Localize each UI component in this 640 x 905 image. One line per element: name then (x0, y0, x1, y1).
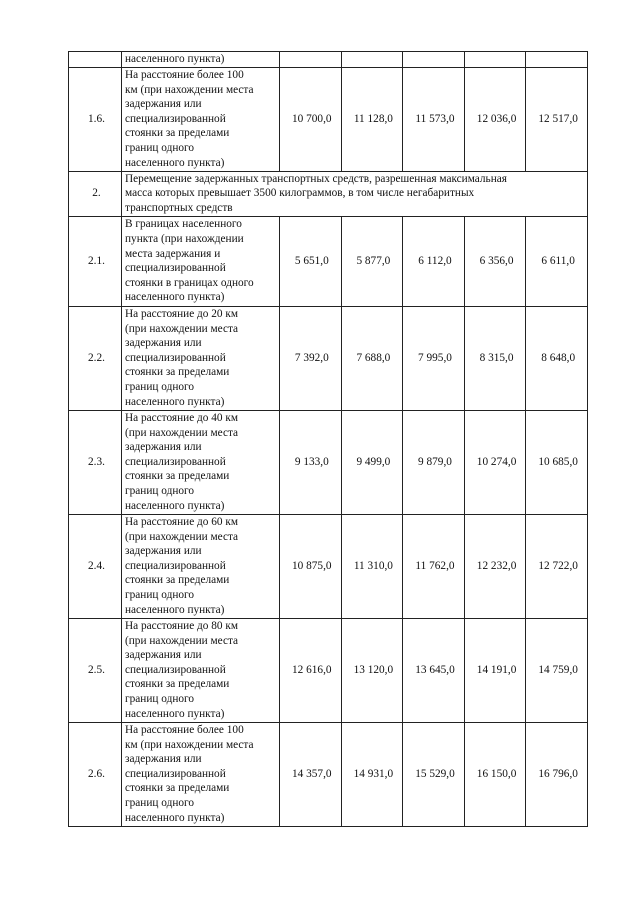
cell-value: 14 931,0 (341, 722, 403, 826)
cell-value: 8 648,0 (526, 306, 588, 410)
desc-line: (при нахождении места (125, 426, 239, 439)
desc-line: населенного пункта) (125, 53, 225, 65)
cell-value: 9 879,0 (403, 410, 465, 514)
section-row (69, 171, 588, 216)
desc-line: пункта (при нахождении (125, 232, 244, 245)
desc-line: места задержания и (125, 247, 221, 260)
desc-line: стоянки в границах одного (125, 276, 254, 289)
desc-line: специализированной (125, 455, 226, 468)
cell-desc (122, 67, 280, 171)
section-line: масса которых превышает 3500 килограммов, в том числе негабаритных (125, 187, 475, 200)
desc-line: населенного пункта) (125, 811, 225, 824)
desc-line: задержания или (125, 753, 202, 766)
cell-value: 15 529,0 (403, 722, 465, 826)
table-row (69, 216, 588, 306)
cell-value: 6 112,0 (403, 216, 465, 306)
cell-value: 14 357,0 (280, 722, 342, 826)
desc-line: населенного пункта) (125, 603, 225, 616)
cell-value: 8 315,0 (464, 306, 526, 410)
desc-line: стоянки за пределами (125, 782, 230, 795)
cell-num: 1.6. (69, 67, 122, 171)
desc-line: стоянки за пределами (125, 366, 230, 379)
cell-num: 2.4. (69, 514, 122, 618)
cell-value: 13 645,0 (403, 618, 465, 722)
desc-line: границ одного (125, 692, 195, 705)
desc-line: границ одного (125, 484, 195, 497)
cell-value: 10 875,0 (280, 514, 342, 618)
table-row (69, 306, 588, 410)
cell-value (464, 52, 526, 68)
section-line: Перемещение задержанных транспортных средств, разрешенная максимальная (125, 172, 507, 185)
cell-desc (122, 306, 280, 410)
desc-line: населенного пункта) (125, 395, 225, 408)
desc-line: (при нахождении места (125, 634, 239, 647)
desc-line: границ одного (125, 141, 195, 154)
cell-value: 10 700,0 (280, 67, 342, 171)
desc-line: км (при нахождении места (125, 738, 254, 751)
cell-value: 16 150,0 (464, 722, 526, 826)
cell-desc (122, 410, 280, 514)
cell-desc (122, 514, 280, 618)
table-row-continued (69, 52, 588, 68)
desc-line: населенного пункта) (125, 499, 225, 512)
cell-value (403, 52, 465, 68)
section-line: транспортных средств (125, 201, 233, 214)
desc-line: границ одного (125, 588, 195, 601)
desc-line: км (при нахождении места (125, 83, 254, 96)
desc-line: населенного пункта) (125, 156, 225, 169)
table-row (69, 67, 588, 171)
cell-value (280, 52, 342, 68)
desc-line: На расстояние до 20 км (125, 308, 239, 321)
table-row (69, 618, 588, 722)
tariff-table (68, 51, 588, 827)
desc-line: задержания или (125, 98, 202, 111)
cell-value: 7 688,0 (341, 306, 403, 410)
desc-line: населенного пункта) (125, 291, 225, 304)
cell-desc (122, 216, 280, 306)
cell-value: 7 995,0 (403, 306, 465, 410)
cell-num: 2.2. (69, 306, 122, 410)
desc-line: стоянки за пределами (125, 574, 230, 587)
cell-num (69, 52, 122, 68)
cell-value: 13 120,0 (341, 618, 403, 722)
cell-value: 14 759,0 (526, 618, 588, 722)
desc-line: специализированной (125, 767, 226, 780)
cell-value: 7 392,0 (280, 306, 342, 410)
cell-value: 9 499,0 (341, 410, 403, 514)
cell-desc (122, 618, 280, 722)
cell-value: 12 232,0 (464, 514, 526, 618)
cell-num: 2.6. (69, 722, 122, 826)
cell-value: 6 356,0 (464, 216, 526, 306)
cell-value: 14 191,0 (464, 618, 526, 722)
cell-value: 11 310,0 (341, 514, 403, 618)
desc-line: (при нахождении места (125, 530, 239, 543)
desc-line: специализированной (125, 559, 226, 572)
cell-value: 10 274,0 (464, 410, 526, 514)
table-row (69, 722, 588, 826)
desc-line: стоянки за пределами (125, 470, 230, 483)
cell-value: 9 133,0 (280, 410, 342, 514)
desc-line: задержания или (125, 545, 202, 558)
cell-num: 2.1. (69, 216, 122, 306)
cell-value: 5 877,0 (341, 216, 403, 306)
cell-value: 6 611,0 (526, 216, 588, 306)
desc-line: специализированной (125, 663, 226, 676)
cell-value: 12 616,0 (280, 618, 342, 722)
desc-line: стоянки за пределами (125, 678, 230, 691)
cell-value: 10 685,0 (526, 410, 588, 514)
desc-line: специализированной (125, 262, 226, 275)
desc-line: границ одного (125, 796, 195, 809)
cell-num: 2.3. (69, 410, 122, 514)
table-row (69, 514, 588, 618)
desc-line: На расстояние до 80 км (125, 620, 239, 633)
cell-num: 2. (69, 171, 122, 216)
desc-line: (при нахождении места (125, 322, 239, 335)
cell-value (526, 52, 588, 68)
table-row (69, 410, 588, 514)
cell-value: 11 573,0 (403, 67, 465, 171)
cell-value: 12 722,0 (526, 514, 588, 618)
desc-line: На расстояние до 40 км (125, 412, 239, 425)
section-title (122, 171, 588, 216)
desc-line: На расстояние более 100 (125, 724, 244, 737)
cell-desc (122, 52, 280, 68)
cell-value: 12 517,0 (526, 67, 588, 171)
cell-value: 5 651,0 (280, 216, 342, 306)
desc-line: специализированной (125, 112, 226, 125)
cell-value: 16 796,0 (526, 722, 588, 826)
desc-line: задержания или (125, 441, 202, 454)
desc-line: населенного пункта) (125, 707, 225, 720)
desc-line: На расстояние более 100 (125, 69, 244, 82)
desc-line: задержания или (125, 649, 202, 662)
desc-line: задержания или (125, 337, 202, 350)
cell-value: 11 128,0 (341, 67, 403, 171)
desc-line: специализированной (125, 351, 226, 364)
cell-desc (122, 722, 280, 826)
desc-line: границ одного (125, 380, 195, 393)
cell-value (341, 52, 403, 68)
desc-line: стоянки за пределами (125, 127, 230, 140)
desc-line: В границах населенного (125, 218, 242, 231)
desc-line: На расстояние до 60 км (125, 516, 239, 529)
cell-value: 12 036,0 (464, 67, 526, 171)
cell-value: 11 762,0 (403, 514, 465, 618)
cell-num: 2.5. (69, 618, 122, 722)
